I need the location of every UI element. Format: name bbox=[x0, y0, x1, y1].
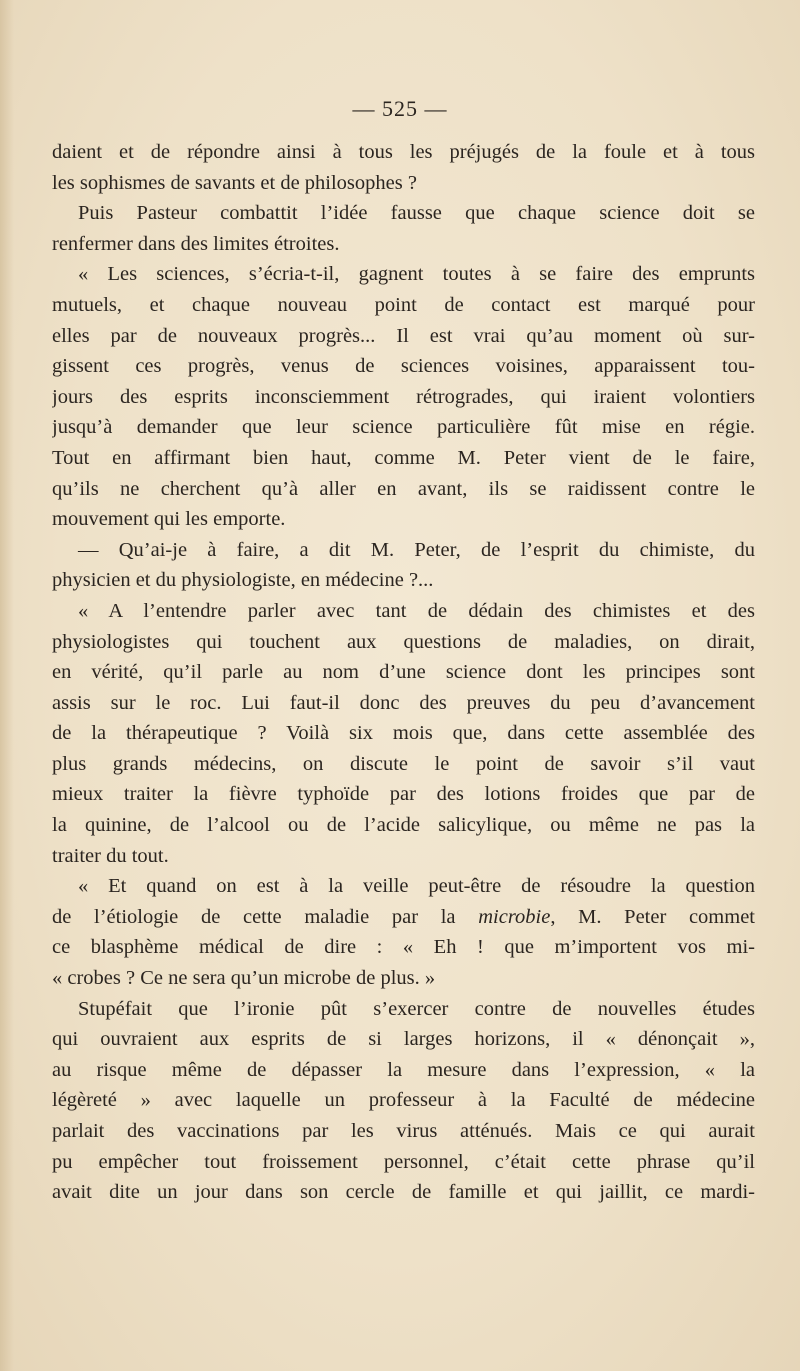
text-line: en vérité, qu’il parle au nom d’une science dont les principes sont bbox=[52, 661, 755, 684]
italic-word: microbie bbox=[478, 905, 551, 928]
text-line: « Et quand on est à la veille peut-être de résoudre la question bbox=[78, 875, 755, 898]
text-line: physiologistes qui touchent aux questions de maladies, on dirait, bbox=[52, 630, 755, 653]
text-line: elles par de nouveaux progrès... Il est vrai qu’au moment où sur- bbox=[52, 324, 755, 347]
body-text bbox=[52, 137, 755, 1208]
text-line: pu empêcher tout froissement personnel, c’était cette phrase qu’il bbox=[52, 1150, 755, 1173]
text-line: parlait des vaccinations par les virus atténués. Mais ce qui aurait bbox=[52, 1120, 755, 1142]
text-line: ce blasphème médical de dire : « Eh ! que m’importent vos mi- bbox=[52, 936, 755, 959]
text-line: « A l’entendre parler avec tant de dédain des chimistes et des bbox=[78, 599, 755, 622]
text-line: — Qu’ai-je à faire, a dit M. Peter, de l’esprit du chimiste, du bbox=[78, 538, 755, 561]
text-line: avait dite un jour dans son cercle de famille et qui jaillit, ce mardi- bbox=[52, 1181, 755, 1204]
text-line: « crobes ? Ce ne sera qu’un microbe de plus. » bbox=[52, 967, 436, 990]
text-line: au risque même de dépasser la mesure dans l’expression, « la bbox=[52, 1058, 755, 1081]
text-line: daient et de répondre ainsi à tous les préjugés de la foule et à tous bbox=[52, 141, 755, 163]
text-line: de l’étiologie de cette maladie par la microbie, M. Peter commet bbox=[52, 905, 755, 928]
text-line: renfermer dans des limites étroites. bbox=[52, 232, 340, 255]
page-edge-shadow bbox=[0, 0, 14, 1371]
page-number: — 525 — bbox=[352, 96, 448, 121]
text-line: mieux traiter la fièvre typhoïde par des lotions froides que par de bbox=[52, 783, 755, 806]
text-line: qu’ils ne cherchent qu’à aller en avant, ils se raidissent contre le bbox=[52, 477, 755, 500]
text-line: qui ouvraient aux esprits de si larges horizons, il « dénonçait », bbox=[52, 1028, 755, 1051]
text-line: physicien et du physiologiste, en médecine ?... bbox=[52, 569, 434, 592]
text-line: légèreté » avec laquelle un professeur à la Faculté de médecine bbox=[52, 1089, 755, 1112]
text-line: Stupéfait que l’ironie pût s’exercer contre de nouvelles études bbox=[78, 997, 755, 1020]
text-line: gissent ces progrès, venus de sciences voisines, apparaissent tou- bbox=[52, 355, 755, 378]
text-line: la quinine, de l’alcool ou de l’acide salicylique, ou même ne pas la bbox=[52, 814, 755, 837]
text-line: plus grands médecins, on discute le point de savoir s’il vaut bbox=[52, 752, 755, 775]
text-line: traiter du tout. bbox=[52, 844, 169, 867]
text-line: de la thérapeutique ? Voilà six mois que, dans cette assemblée des bbox=[52, 722, 755, 745]
text-line: Tout en affirmant bien haut, comme M. Peter vient de le faire, bbox=[52, 446, 755, 469]
text-line: « Les sciences, s’écria-t-il, gagnent toutes à se faire des emprunts bbox=[78, 263, 755, 286]
text-line: jours des esprits inconsciemment rétrogrades, qui iraient volontiers bbox=[52, 385, 755, 408]
text-line: Puis Pasteur combattit l’idée fausse que chaque science doit se bbox=[78, 202, 755, 225]
text-line: jusqu’à demander que leur science particulière fût mise en régie. bbox=[52, 416, 755, 439]
text-line: mutuels, et chaque nouveau point de contact est marqué pour bbox=[52, 293, 755, 316]
text-line: les sophismes de savants et de philosophes ? bbox=[52, 171, 417, 194]
text-line: assis sur le roc. Lui faut-il donc des preuves du peu d’avancement bbox=[52, 691, 755, 714]
text-line: mouvement qui les emporte. bbox=[52, 508, 286, 531]
